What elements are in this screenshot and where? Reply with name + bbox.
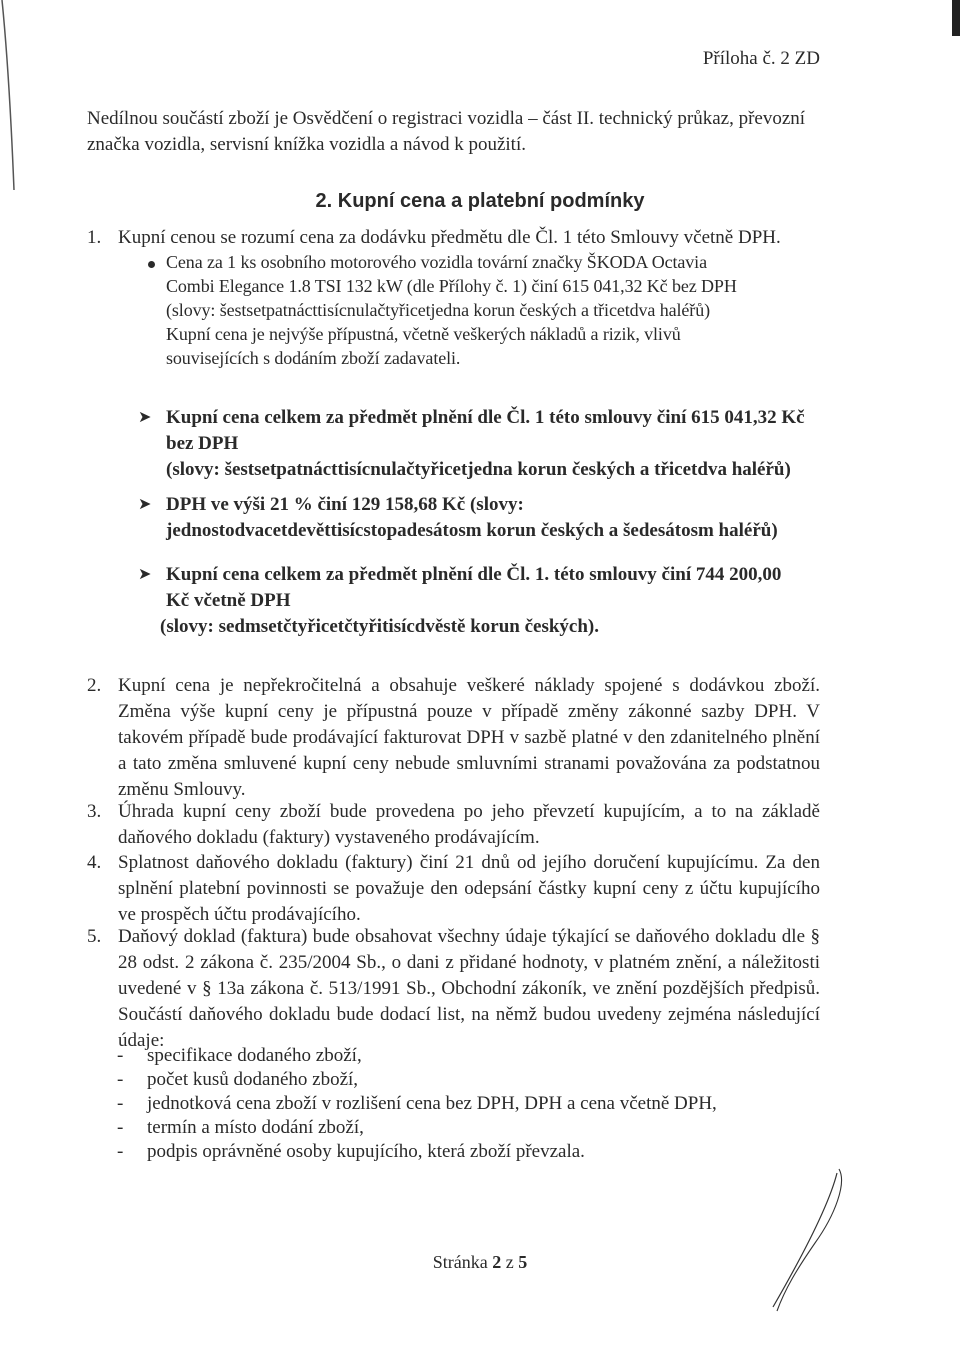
list-item: - podpis oprávněné osoby kupujícího, která zboží převzala. [117,1140,717,1164]
summary-line: Kupní cena celkem za předmět plnění dle Čl. 1. této smlouvy činí 744 200,00 [166,564,782,585]
section-number: 2. [315,190,333,212]
summary-line: bez DPH [166,433,239,454]
summary-line: jednostodvacetdevěttisícstopadesátosm korun českých a šedesátosm haléřů) [166,520,778,541]
list-item: - jednotková cena zboží v rozlišení cena bez DPH, DPH a cena včetně DPH, [117,1092,717,1116]
arrow-bullet-icon: ➤ [138,409,152,426]
intro-paragraph: Nedílnou součástí zboží je Osvědčení o registraci vozidla – část II. technický průkaz, převozní značka vozidla, servisní knížka vozidla a návod k použití. [87,108,806,155]
item-text: Splatnost daňového dokladu (faktury) činí 21 dnů od jejího doručení kupujícímu. Za den splnění platební povinnosti se považuje den odepsání částky kupní ceny z účtu kupujícího ve prospěch účtu prodávajícího. [118,852,820,925]
initials-signature [755,1165,865,1315]
page-total: 5 [518,1252,528,1272]
summary-line: DPH ve výši 21 % činí 129 158,68 Kč (slovy: [166,494,524,515]
arrow-bullet-icon: ➤ [138,496,152,513]
summary-line: (slovy: sedmsetčtyřicetčtyřitisícdvěstě korun českých). [160,616,599,637]
vehicle-price-block [166,250,806,370]
vehicle-price-line: Kupní cena je nejvýše přípustná, včetně veškerých nákladů a rizik, vlivů [166,324,681,344]
annex-label: Příloha č. 2 ZD [702,48,820,69]
item-text: Kupní cenou se rozumí cena za dodávku předmětu dle Čl. 1 této Smlouvy včetně DPH. [118,227,781,248]
section-heading [0,190,960,213]
page-footer [0,1252,960,1273]
item-number: 2. [87,675,102,696]
vehicle-price-line: souvisejících s dodáním zboží zadavateli. [166,348,461,368]
vehicle-price-line: (slovy: šestsetpatnácttisícnulačtyřicetjedna korun českých a třicetdva haléřů) [166,300,710,320]
page-word: Stránka [432,1252,488,1272]
item-number: 3. [87,801,102,822]
scan-edge-mark [0,0,16,200]
page-current: 2 [492,1252,502,1272]
arrow-bullet-icon: ➤ [138,566,152,583]
item-text: Daňový doklad (faktura) bude obsahovat všechny údaje týkající se daňového dokladu dle § 28 odst. 2 zákona č. 235/2004 Sb., o dani z přidané hodnoty, v platném znění, a náležitosti uvedené v § 13a zákona č. 513/1991 Sb., Obchodní zákoník, ve znění pozdějších předpisů. Součástí daňového dokladu bude dodací list, na němž budou uvedeny zejména následující údaje: [118,926,820,1051]
bullet-icon [148,261,155,268]
list-item: - termín a místo dodání zboží, [117,1116,717,1140]
item-number: 4. [87,852,102,873]
summary-line: Kupní cena celkem za předmět plnění dle Čl. 1 této smlouvy činí 615 041,32 Kč [166,407,805,428]
item-text: Kupní cena je nepřekročitelná a obsahuje veškeré náklady spojené s dodávkou zboží. Změna výše kupní ceny je přípustná pouze v případě změny zákonné sazby DPH. V takovém případě bude prodávající fakturovat DPH v sazbě platné v den zdanitelného plnění a tato změna smluvené kupní ceny nebude smluvními stranami považována za podstatnou změnu Smlouvy. [118,675,820,800]
summary-line: Kč včetně DPH [166,590,291,611]
scan-corner-mark [952,0,960,36]
page-of: z [505,1252,514,1272]
section-title: Kupní cena a platební podmínky [337,190,645,212]
item-number: 5. [87,926,102,947]
summary-line: (slovy: šestsetpatnácttisícnulačtyřicetjedna korun českých a třicetdva haléřů) [166,459,791,480]
item-text: Úhrada kupní ceny zboží bude provedena po jeho převzetí kupujícím, a to na základě daňového dokladu (faktury) vystaveného prodávajícím. [118,801,820,848]
item-number: 1. [87,227,102,248]
invoice-details-list [117,1044,717,1164]
list-item: - specifikace dodaného zboží, [117,1044,717,1068]
vehicle-price-line: Combi Elegance 1.8 TSI 132 kW (dle Přílohy č. 1) činí 615 041,32 Kč bez DPH [166,276,737,296]
list-item: - počet kusů dodaného zboží, [117,1068,717,1092]
vehicle-price-line: Cena za 1 ks osobního motorového vozidla tovární značky ŠKODA Octavia [166,252,707,272]
